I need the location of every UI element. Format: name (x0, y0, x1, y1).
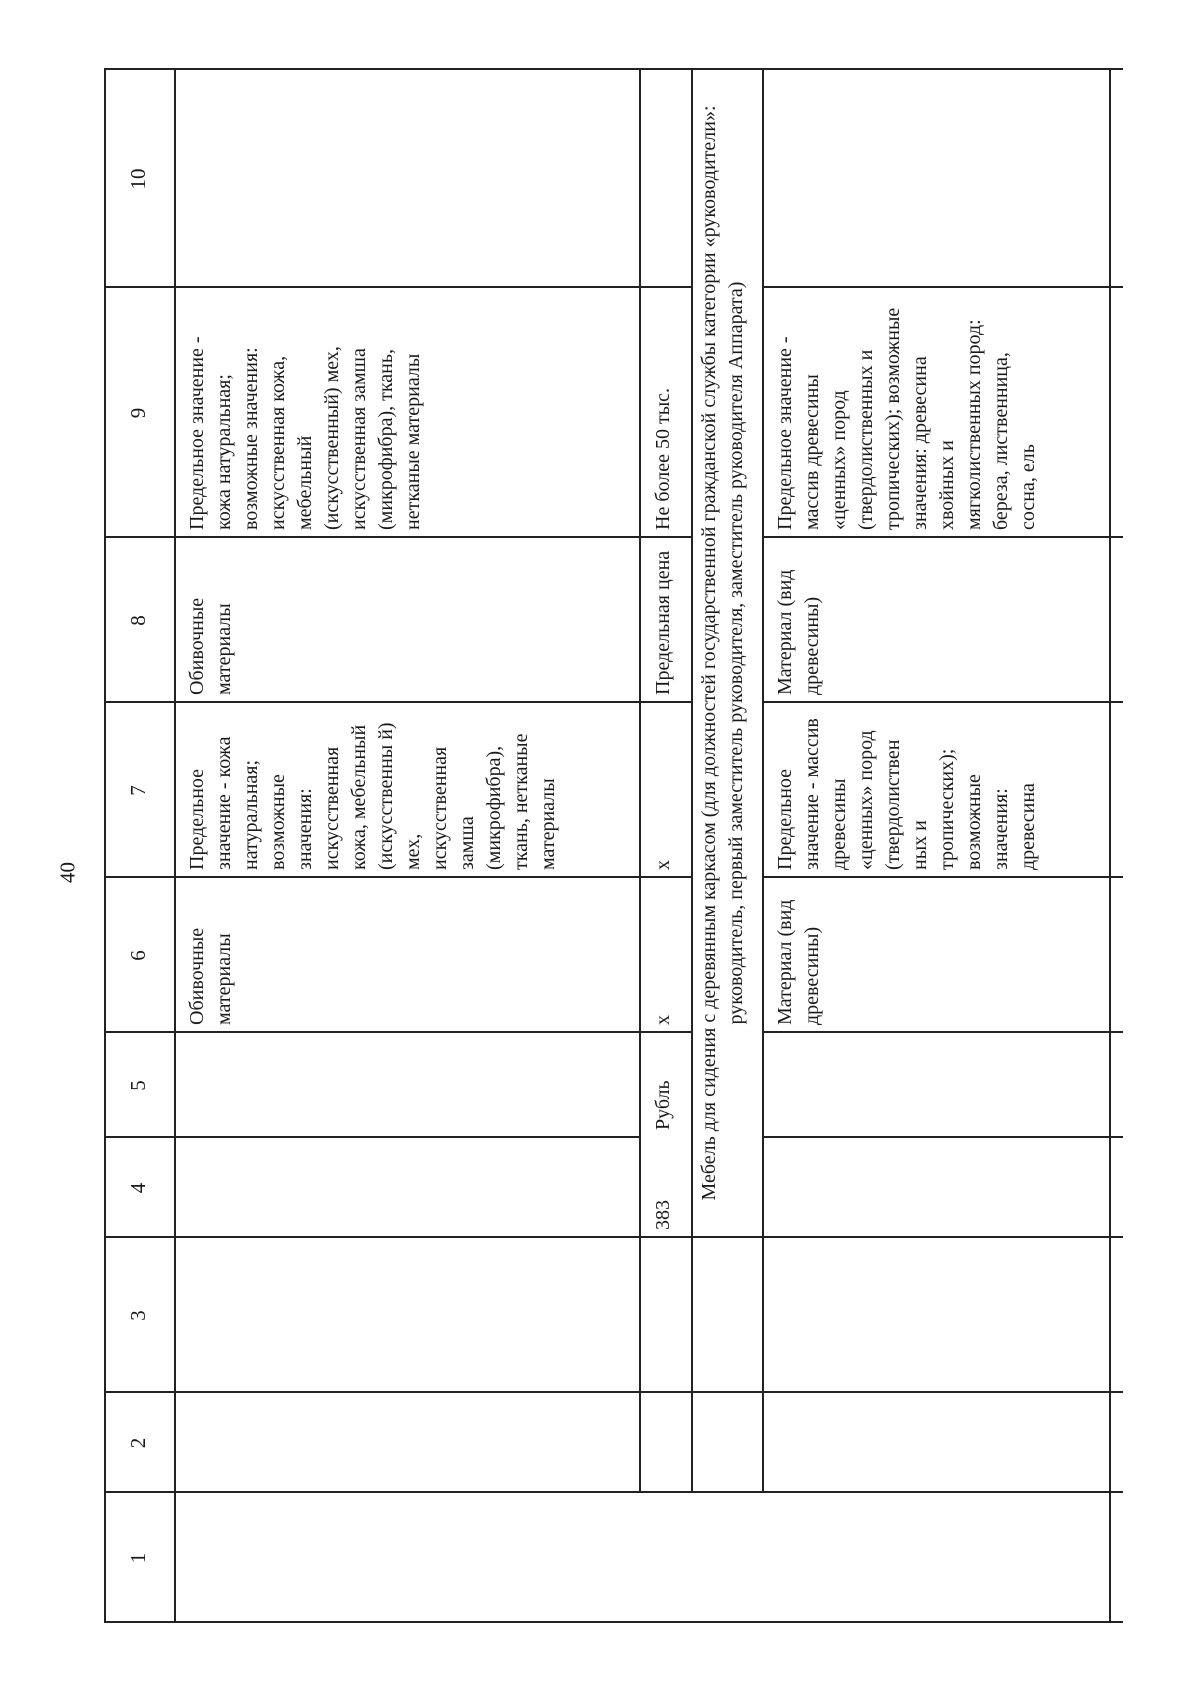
col-header-2: 2 (126, 1437, 150, 1449)
rowA-col9: Предельное значение - кожа натуральная; возможные значения: искусственная кожа, мебельный (искусственный) мех, искусственная замша (микрофибра), ткань, нетканые материалы (186, 336, 424, 530)
rowB-col6: x (652, 1015, 674, 1025)
rowB-col4: 383 (652, 1200, 674, 1230)
col-header-3: 3 (126, 1310, 150, 1321)
col-header-9: 9 (126, 407, 150, 419)
spec-table (104, 70, 1123, 1623)
rowC-col7: Предельное значение - массив древесины «ценных» пород (твердолиствен ных и тропических); возможные значения: древесина (774, 718, 1039, 870)
col-header-8: 8 (126, 615, 150, 626)
col-header-7: 7 (126, 785, 150, 796)
rowA-col7: Предельное значение - кожа натуральная; возможные значения: искусственная кожа, мебельный (искусственны й) мех, искусственная замша (микрофибра), ткань, нетканые материалы (186, 722, 559, 870)
rowC-col9: Предельное значение - массив древесины «ценных» пород (твердолиственных и тропических); возможные значения: древесина хвойных и мягколиственных пород: береза, лиственница, сосна, ель (774, 307, 1039, 530)
rowB-col8: Предельная цена (652, 550, 674, 695)
rowA-col8: Обивочные материалы (186, 597, 235, 695)
rowB-col9: Не более 50 тыс. (652, 387, 674, 530)
col-header-5: 5 (126, 1080, 150, 1091)
col-header-1: 1 (126, 1552, 150, 1564)
section-title: Мебель для сидения с деревянным каркасом (для должностей государственной гражданской службы категории «руководители»: руководитель, первый заместитель руководителя, заместитель руководителя Аппарата) (698, 105, 747, 1201)
rowC-col6: Материал (вид древесины) (774, 899, 823, 1025)
rowA-col6: Обивочные материалы (186, 927, 235, 1025)
rowB-col5: Рубль (652, 1080, 674, 1130)
col-header-4: 4 (126, 1182, 150, 1194)
col-header-6: 6 (126, 950, 150, 961)
rowB-col7: x (652, 860, 674, 870)
col-header-10: 10 (126, 168, 150, 190)
rowC-col8: Материал (вид древесины) (774, 569, 823, 695)
page-number: 40 (55, 862, 80, 883)
